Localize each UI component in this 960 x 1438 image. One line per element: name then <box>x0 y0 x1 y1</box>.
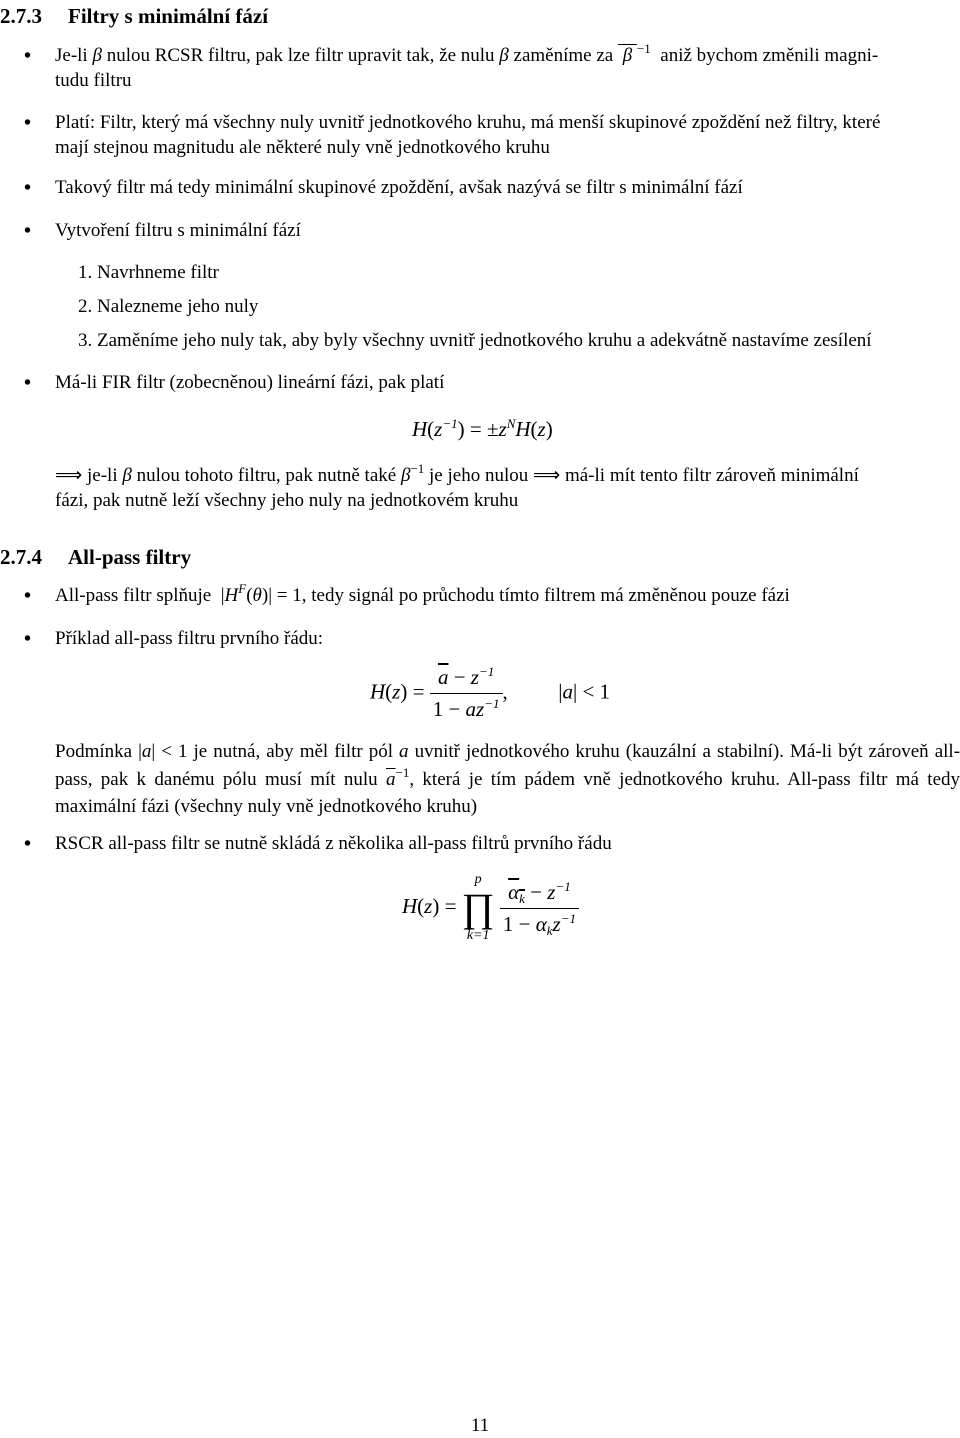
list-item: Takový filtr má tedy minimální skupinové zpoždění, avšak nazývá se filtr s minimální fází <box>55 177 743 198</box>
condition-paragraph: Podmínka |a| < 1 je nutná, aby měl filtr pól a uvnitř jednotkového kruhu (kauzální a stabilní). Má-li být zároveň all-pass, pak k danému pólu musí mít nulu $\overline{a}^{-1}$, která je tím pádem vně jednotkového kruhu. All-pass filtr má tedy maximální fázi (všechny nuly vně jednotkového kruhu) <box>55 741 960 817</box>
list-item: All-pass filtr splňuje $|H^F(\theta)| = 1$, tedy signál po průchodu tímto filtrem má změněnou pouze fázi <box>55 581 790 606</box>
list-item: Příklad all-pass filtru prvního řádu: <box>55 628 324 649</box>
numbered-step: 2. Nalezneme jeho nuly <box>78 296 259 317</box>
fraction: $\frac{\alpha_k - z^{-1}}{1 - \alpha_kz^{-1}}$ <box>500 880 579 937</box>
list-item: Platí: Filtr, který má všechny nuly uvnitř jednotkového kruhu, má menší skupinové zpoždění než filtry, které <box>55 112 881 133</box>
bullet-icon: • <box>24 177 32 199</box>
equation-allpass-first-order: H(z) = $\frac{\overline{a} - z^{-1}}{1 - az^{-1}}$ , |a| < 1 <box>370 664 611 721</box>
section-heading-2-7-4 <box>0 545 191 570</box>
section-number: 2.7.3 <box>0 4 42 28</box>
implies-icon: ⟹ <box>55 465 83 486</box>
equation-allpass-product: H(z) = p ∏ k=1 $\frac{\alpha_k - z^{-1}}{1 - \alpha_kz^{-1}}$ <box>402 872 579 944</box>
implication-line: ⟹ je-li β nulou tohoto filtru, pak nutně také $\beta^{-1}$ je jeho nulou ⟹ má-li mít tento filtr zároveň minimální <box>55 461 859 486</box>
bullet-icon: • <box>24 112 32 134</box>
numbered-step: 3. Zaměníme jeho nuly tak, aby byly všechny uvnitř jednotkového kruhu a adekvátně nastavíme zesílení <box>78 330 872 351</box>
bullet-icon: • <box>24 372 32 394</box>
list-item: Má-li FIR filtr (zobecněnou) lineární fázi, pak platí <box>55 372 445 393</box>
equation-linear-phase: $H(z^{-1}) = \pm z^NH(z)$ <box>412 416 553 441</box>
bullet-icon: • <box>24 220 32 242</box>
section-number: 2.7.4 <box>0 545 42 569</box>
list-item-continuation: mají stejnou magnitudu ale některé nuly vně jednotkového kruhu <box>55 137 550 158</box>
list-item: Vytvoření filtru s minimální fází <box>55 220 301 241</box>
list-item: RSCR all-pass filtr se nutně skládá z několika all-pass filtrů prvního řádu <box>55 833 612 854</box>
section-heading-2-7-3 <box>0 4 268 29</box>
section-title: All-pass filtry <box>68 545 192 569</box>
implies-icon: ⟹ <box>532 465 561 486</box>
section-title: Filtry s minimální fází <box>68 4 269 28</box>
implication-continuation: fázi, pak nutně leží všechny jeho nuly na jednotkovém kruhu <box>55 490 519 511</box>
numbered-step: 1. Navrhneme filtr <box>78 262 219 283</box>
fraction: $\frac{\overline{a} - z^{-1}}{1 - az^{-1}}$ <box>430 665 503 722</box>
page-number: 11 <box>470 1415 490 1436</box>
bullet-icon: • <box>24 833 32 855</box>
list-item: Je-li β nulou RCSR filtru, pak lze filtr upravit tak, že nulu β zaměníme za β $^{-1}$ aniž bychom změnili magni- <box>55 41 879 66</box>
bullet-icon: • <box>24 45 32 67</box>
bullet-icon: • <box>24 628 32 650</box>
bullet-icon: • <box>24 585 32 607</box>
product-operator: p ∏ k=1 <box>461 872 495 943</box>
list-item-continuation: tudu filtru <box>55 70 132 91</box>
